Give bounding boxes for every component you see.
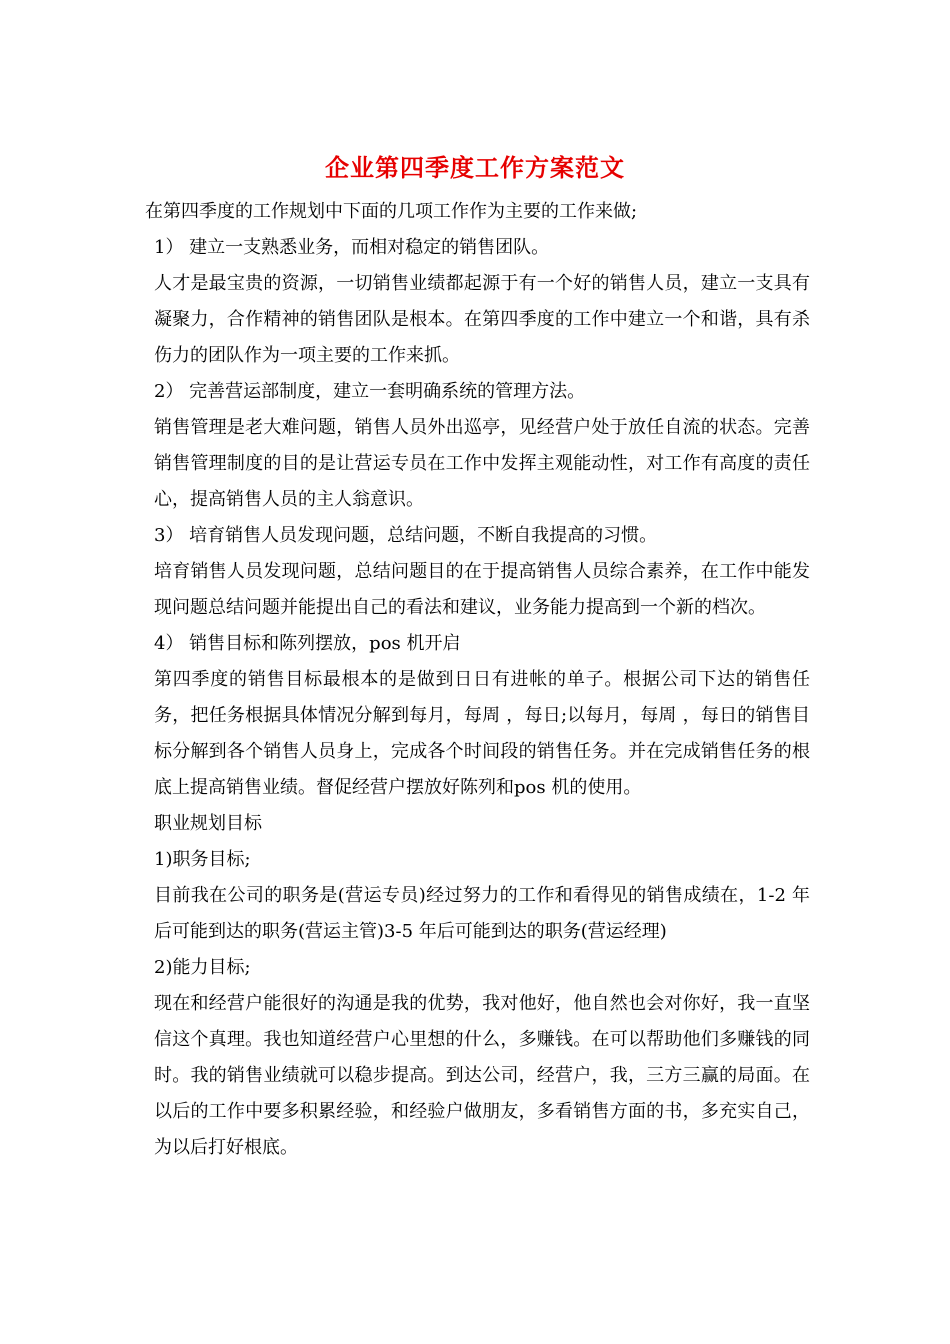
- document-body: [145, 194, 810, 1166]
- item-3-paragraph: 培育销售人员发现问题，总结问题目的在于提高销售人员综合素养，在工作中能发现问题总结问题并能提出自己的看法和建议，业务能力提高到一个新的档次。: [154, 561, 810, 618]
- item-1-paragraph: 人才是最宝贵的资源，一切销售业绩都起源于有一个好的销售人员，建立一支具有凝聚力，合作精神的销售团队是根本。在第四季度的工作中建立一个和谐，具有杀伤力的团队作为一项主要的工作来抓。: [154, 273, 810, 366]
- ability-goal-heading: 2)能力目标;: [154, 957, 251, 978]
- item-2-paragraph: 销售管理是老大难问题，销售人员外出巡亭，见经营户处于放任自流的状态。完善销售管理制度的目的是让营运专员在工作中发挥主观能动性，对工作有高度的责任心，提高销售人员的主人翁意识。: [154, 417, 810, 510]
- item-4-paragraph: 第四季度的销售目标最根本的是做到日日有进帐的单子。根据公司下达的销售任务，把任务根据具体情况分解到每月，每周 ，每日;以每月，每周 ，每日的销售目标分解到各个销售人员身上，完成各个时间段的销售任务。并在完成销售任务的根底上提高销售业绩。督促经营户摆放好陈列和pos 机的使用。: [154, 669, 810, 798]
- intro-paragraph: 在第四季度的工作规划中下面的几项工作作为主要的工作来做;: [145, 201, 638, 222]
- position-goal-paragraph: 目前我在公司的职务是(营运专员)经过努力的工作和看得见的销售成绩在，1-2 年后可能到达的职务(营运主管)3-5 年后可能到达的职务(营运经理): [154, 885, 810, 942]
- item-1-heading: 1） 建立一支熟悉业务，而相对稳定的销售团队。: [154, 237, 550, 258]
- career-goal-heading: 职业规划目标: [154, 813, 262, 834]
- item-2-heading: 2） 完善营运部制度，建立一套明确系统的管理方法。: [154, 381, 586, 402]
- ability-goal-paragraph: 现在和经营户能很好的沟通是我的优势，我对他好，他自然也会对你好，我一直坚信这个真理。我也知道经营户心里想的什么，多赚钱。在可以帮助他们多赚钱的同时。我的销售业绩就可以稳步提高。到达公司，经营户，我，三方三赢的局面。在以后的工作中要多积累经验，和经验户做朋友，多看销售方面的书，多充实自己，为以后打好根底。: [154, 993, 810, 1158]
- item-3-heading: 3） 培育销售人员发现问题，总结问题，不断自我提高的习惯。: [154, 525, 658, 546]
- position-goal-heading: 1)职务目标;: [154, 849, 251, 870]
- item-4-heading: 4） 销售目标和陈列摆放，pos 机开启: [154, 633, 461, 654]
- document-title: 企业第四季度工作方案范文: [325, 153, 625, 182]
